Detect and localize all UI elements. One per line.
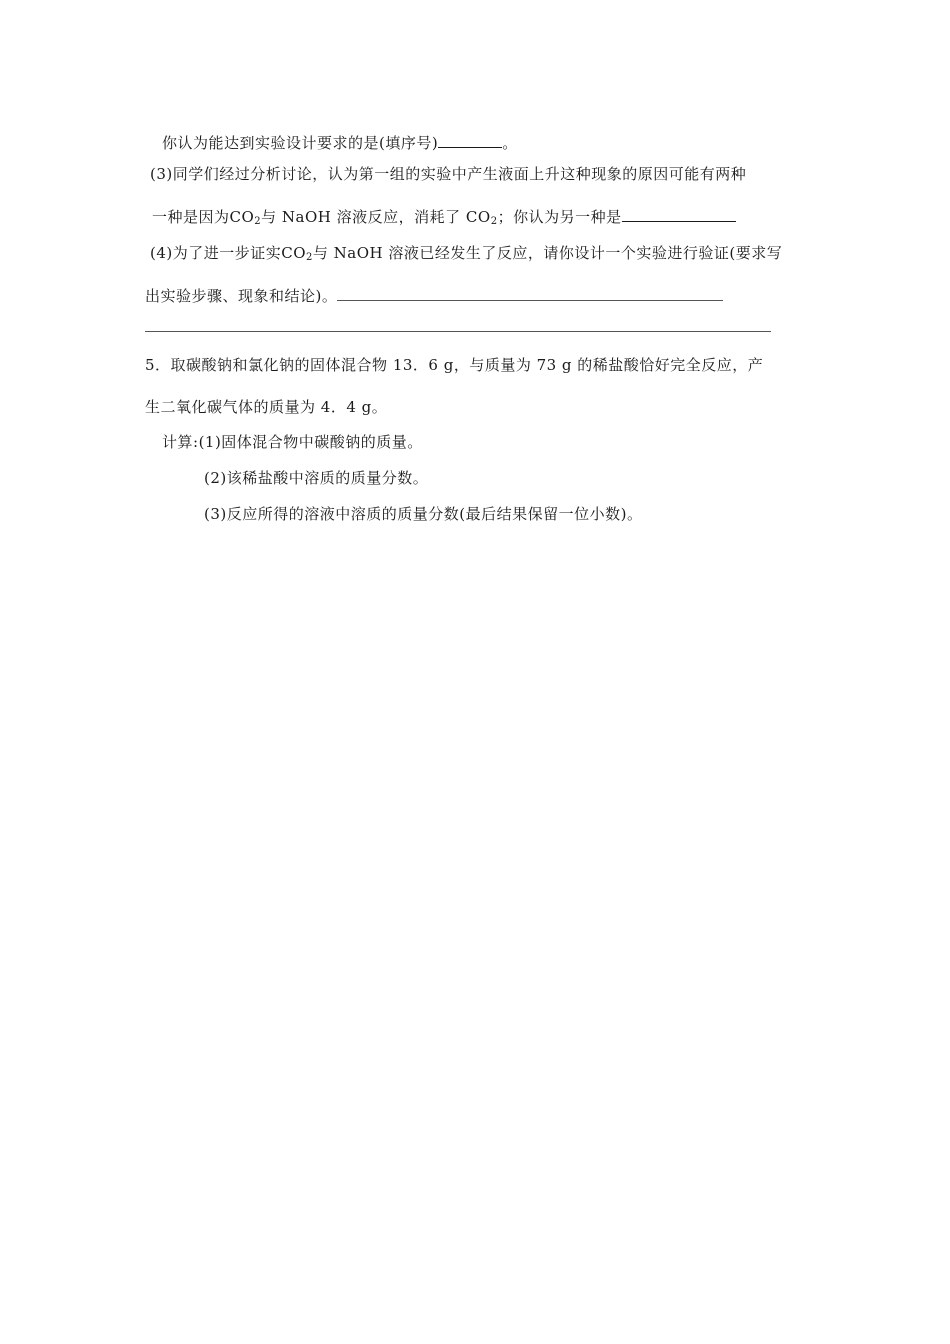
q4-part3-text-c: ；你认为另一种是	[497, 208, 622, 226]
q5-line2: 生二氧化碳气体的质量为 4．4 g。	[145, 398, 388, 416]
q5-subquestion-1: (1)固体混合物中碳酸钠的质量。	[198, 433, 423, 451]
q4-part4-text-b: 与 NaOH 溶液已经发生了反应，请你设计一个实验进行验证(要求写	[312, 244, 783, 262]
q4-part4-answer-line[interactable]	[145, 331, 771, 332]
q4-part2-prompt: 你认为能达到实验设计要求的是(填序号)	[162, 134, 439, 152]
co2-subscript: 2	[254, 216, 262, 227]
co2-subscript: 2	[306, 252, 313, 263]
q4-part3-answer-blank[interactable]	[622, 205, 736, 222]
q4-part4-answer-blank[interactable]	[337, 284, 723, 301]
q5-subquestion-3: (3)反应所得的溶液中溶质的质量分数(最后结果保留一位小数)。	[204, 505, 643, 523]
q4-part2-line	[162, 131, 518, 153]
q4-part2-end: 。	[502, 134, 518, 152]
q5-line1: 5．取碳酸钠和氯化钠的固体混合物 13．6 g，与质量为 73 g 的稀盐酸恰好完全反应，产	[145, 356, 764, 374]
q4-part4-text: 出实验步骤、现象和结论)。	[145, 287, 338, 305]
q5-subquestion-2: (2)该稀盐酸中溶质的质量分数。	[204, 469, 429, 487]
q4-part3-line1: (3)同学们经过分析讨论，认为第一组的实验中产生液面上升这种现象的原因可能有两种	[150, 165, 747, 183]
q5-calc-line	[162, 432, 423, 452]
q4-part4-line2	[145, 284, 723, 306]
q4-part3-text-b: 与 NaOH 溶液反应，消耗了 CO	[261, 208, 491, 226]
q4-part4-line1	[150, 243, 782, 263]
q4-part2-answer-blank[interactable]	[438, 131, 502, 148]
co2-subscript: 2	[490, 216, 498, 227]
q4-part4-text-a: (4)为了进一步证实CO	[150, 244, 307, 262]
q5-calc-label: 计算:	[162, 433, 199, 451]
q4-part3-text-a: 一种是因为CO	[152, 208, 255, 226]
q4-part3-line2	[152, 205, 736, 227]
